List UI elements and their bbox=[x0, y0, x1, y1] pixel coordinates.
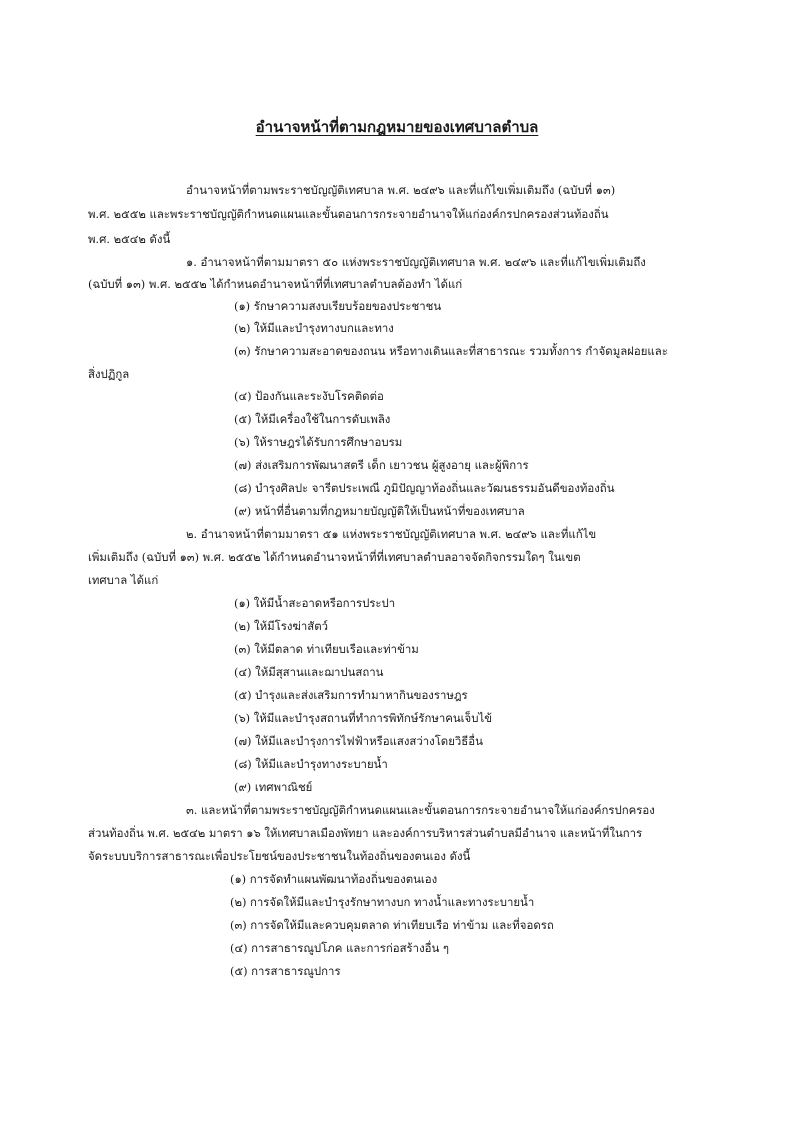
section3-item: (๕) การสาธารณูปการ bbox=[230, 964, 341, 978]
section3-item: (๓) การจัดให้มีและควบคุมตลาด ท่าเทียบเรือ ท่าข้าม และที่จอดรถ bbox=[230, 918, 554, 932]
intro-line-2: พ.ศ. ๒๕๕๒ และพระราชบัญญัติกำหนดแผนและขั้นตอนการกระจายอำนาจให้แก่องค์กรปกครองส่วนท้องถิ่น bbox=[88, 207, 609, 221]
section2-item: (๗) ให้มีและบำรุงการไฟฟ้าหรือแสงสว่างโดยวิธีอื่น bbox=[234, 734, 483, 748]
section2-item: (๔) ให้มีสุสานและฌาปนสถาน bbox=[234, 665, 384, 679]
section3-line-2: ส่วนท้องถิ่น พ.ศ. ๒๕๔๒ มาตรา ๑๖ ให้เทศบาลเมืองพัทยา และองค์การบริหารส่วนตำบลมีอำนาจ และหน้าที่ในการ bbox=[88, 826, 643, 840]
section1-line-2: (ฉบับที่ ๑๓) พ.ศ. ๒๕๕๒ ได้กำหนดอำนาจหน้าที่ที่เทศบาลตำบลต้องทำ ได้แก่ bbox=[88, 277, 463, 291]
document-title: อำนาจหน้าที่ตามกฎหมายของเทศบาลตำบล bbox=[255, 118, 539, 136]
section2-item: (๙) เทศพาณิชย์ bbox=[234, 780, 313, 794]
section1-item: (๔) ป้องกันและระงับโรคติดต่อ bbox=[234, 389, 384, 403]
section2-item: (๕) บำรุงและส่งเสริมการทำมาหากินของราษฎร bbox=[234, 688, 468, 702]
section3-line-1: ๓. และหน้าที่ตามพระราชบัญญัติกำหนดแผนและขั้นตอนการกระจายอำนาจให้แก่องค์กรปกครอง bbox=[186, 803, 655, 817]
section2-item: (๓) ให้มีตลาด ท่าเทียบเรือและท่าข้าม bbox=[234, 642, 419, 656]
section3-item: (๑) การจัดทำแผนพัฒนาท้องถิ่นของตนเอง bbox=[230, 872, 438, 886]
section3-item: (๔) การสาธารณูปโภค และการก่อสร้างอื่น ๆ bbox=[230, 941, 450, 955]
section3-line-3: จัดระบบบริการสาธารณะเพื่อประโยชน์ของประชาชนในท้องถิ่นของตนเอง ดังนี้ bbox=[88, 849, 471, 863]
section1-line-1: ๑. อำนาจหน้าที่ตามมาตรา ๕๐ แห่งพระราชบัญญัติเทศบาล พ.ศ. ๒๔๙๖ และที่แก้ไขเพิ่มเติมถึง bbox=[186, 255, 646, 269]
section2-line-1: ๒. อำนาจหน้าที่ตามมาตรา ๕๑ แห่งพระราชบัญญัติเทศบาล พ.ศ. ๒๔๙๖ และที่แก้ไข bbox=[186, 527, 597, 541]
section1-item: (๓) รักษาความสะอาดของถนน หรือทางเดินและที่สาธารณะ รวมทั้งการ กำจัดมูลฝอยและ bbox=[234, 344, 668, 358]
section1-item: (๖) ให้ราษฎรได้รับการศึกษาอบรม bbox=[234, 435, 403, 449]
section1-item: (๕) ให้มีเครื่องใช้ในการดับเพลิง bbox=[234, 412, 391, 426]
intro-line-1: อำนาจหน้าที่ตามพระราชบัญญัติเทศบาล พ.ศ. ๒๔๙๖ และที่แก้ไขเพิ่มเติมถึง (ฉบับที่ ๑๓) bbox=[186, 183, 616, 197]
section2-item: (๒) ให้มีโรงฆ่าสัตว์ bbox=[234, 619, 328, 633]
section1-item-cont: สิ่งปฏิกูล bbox=[88, 367, 130, 381]
section2-line-3: เทศบาล ได้แก่ bbox=[88, 573, 159, 587]
intro-line-3: พ.ศ. ๒๕๔๒ ดังนี้ bbox=[88, 232, 171, 246]
section2-item: (๘) ให้มีและบำรุงทางระบายน้ำ bbox=[234, 757, 388, 771]
section1-item: (๒) ให้มีและบำรุงทางบกและทาง bbox=[234, 321, 394, 335]
section1-item: (๙) หน้าที่อื่นตามที่กฎหมายบัญญัติให้เป็นหน้าที่ของเทศบาล bbox=[234, 504, 525, 518]
section1-item: (๘) บำรุงศิลปะ จารีตประเพณี ภูมิปัญญาท้องถิ่นและวัฒนธรรมอันดีของท้องถิ่น bbox=[234, 481, 615, 495]
section1-item: (๗) ส่งเสริมการพัฒนาสตรี เด็ก เยาวชน ผู้สูงอายุ และผู้พิการ bbox=[234, 458, 529, 472]
section2-line-2: เพิ่มเติมถึง (ฉบับที่ ๑๓) พ.ศ. ๒๕๕๒ ได้กำหนดอำนาจหน้าที่ที่เทศบาลตำบลอาจจัดกิจกรรมใดๆ ในเขต bbox=[88, 550, 581, 564]
section1-item: (๑) รักษาความสงบเรียบร้อยของประชาชน bbox=[234, 299, 442, 313]
section3-item: (๒) การจัดให้มีและบำรุงรักษาทางบก ทางน้ำและทางระบายน้ำ bbox=[230, 895, 535, 909]
section2-item: (๑) ให้มีน้ำสะอาดหรือการประปา bbox=[234, 596, 396, 610]
section2-item: (๖) ให้มีและบำรุงสถานที่ทำการพิทักษ์รักษาคนเจ็บไข้ bbox=[234, 711, 492, 725]
